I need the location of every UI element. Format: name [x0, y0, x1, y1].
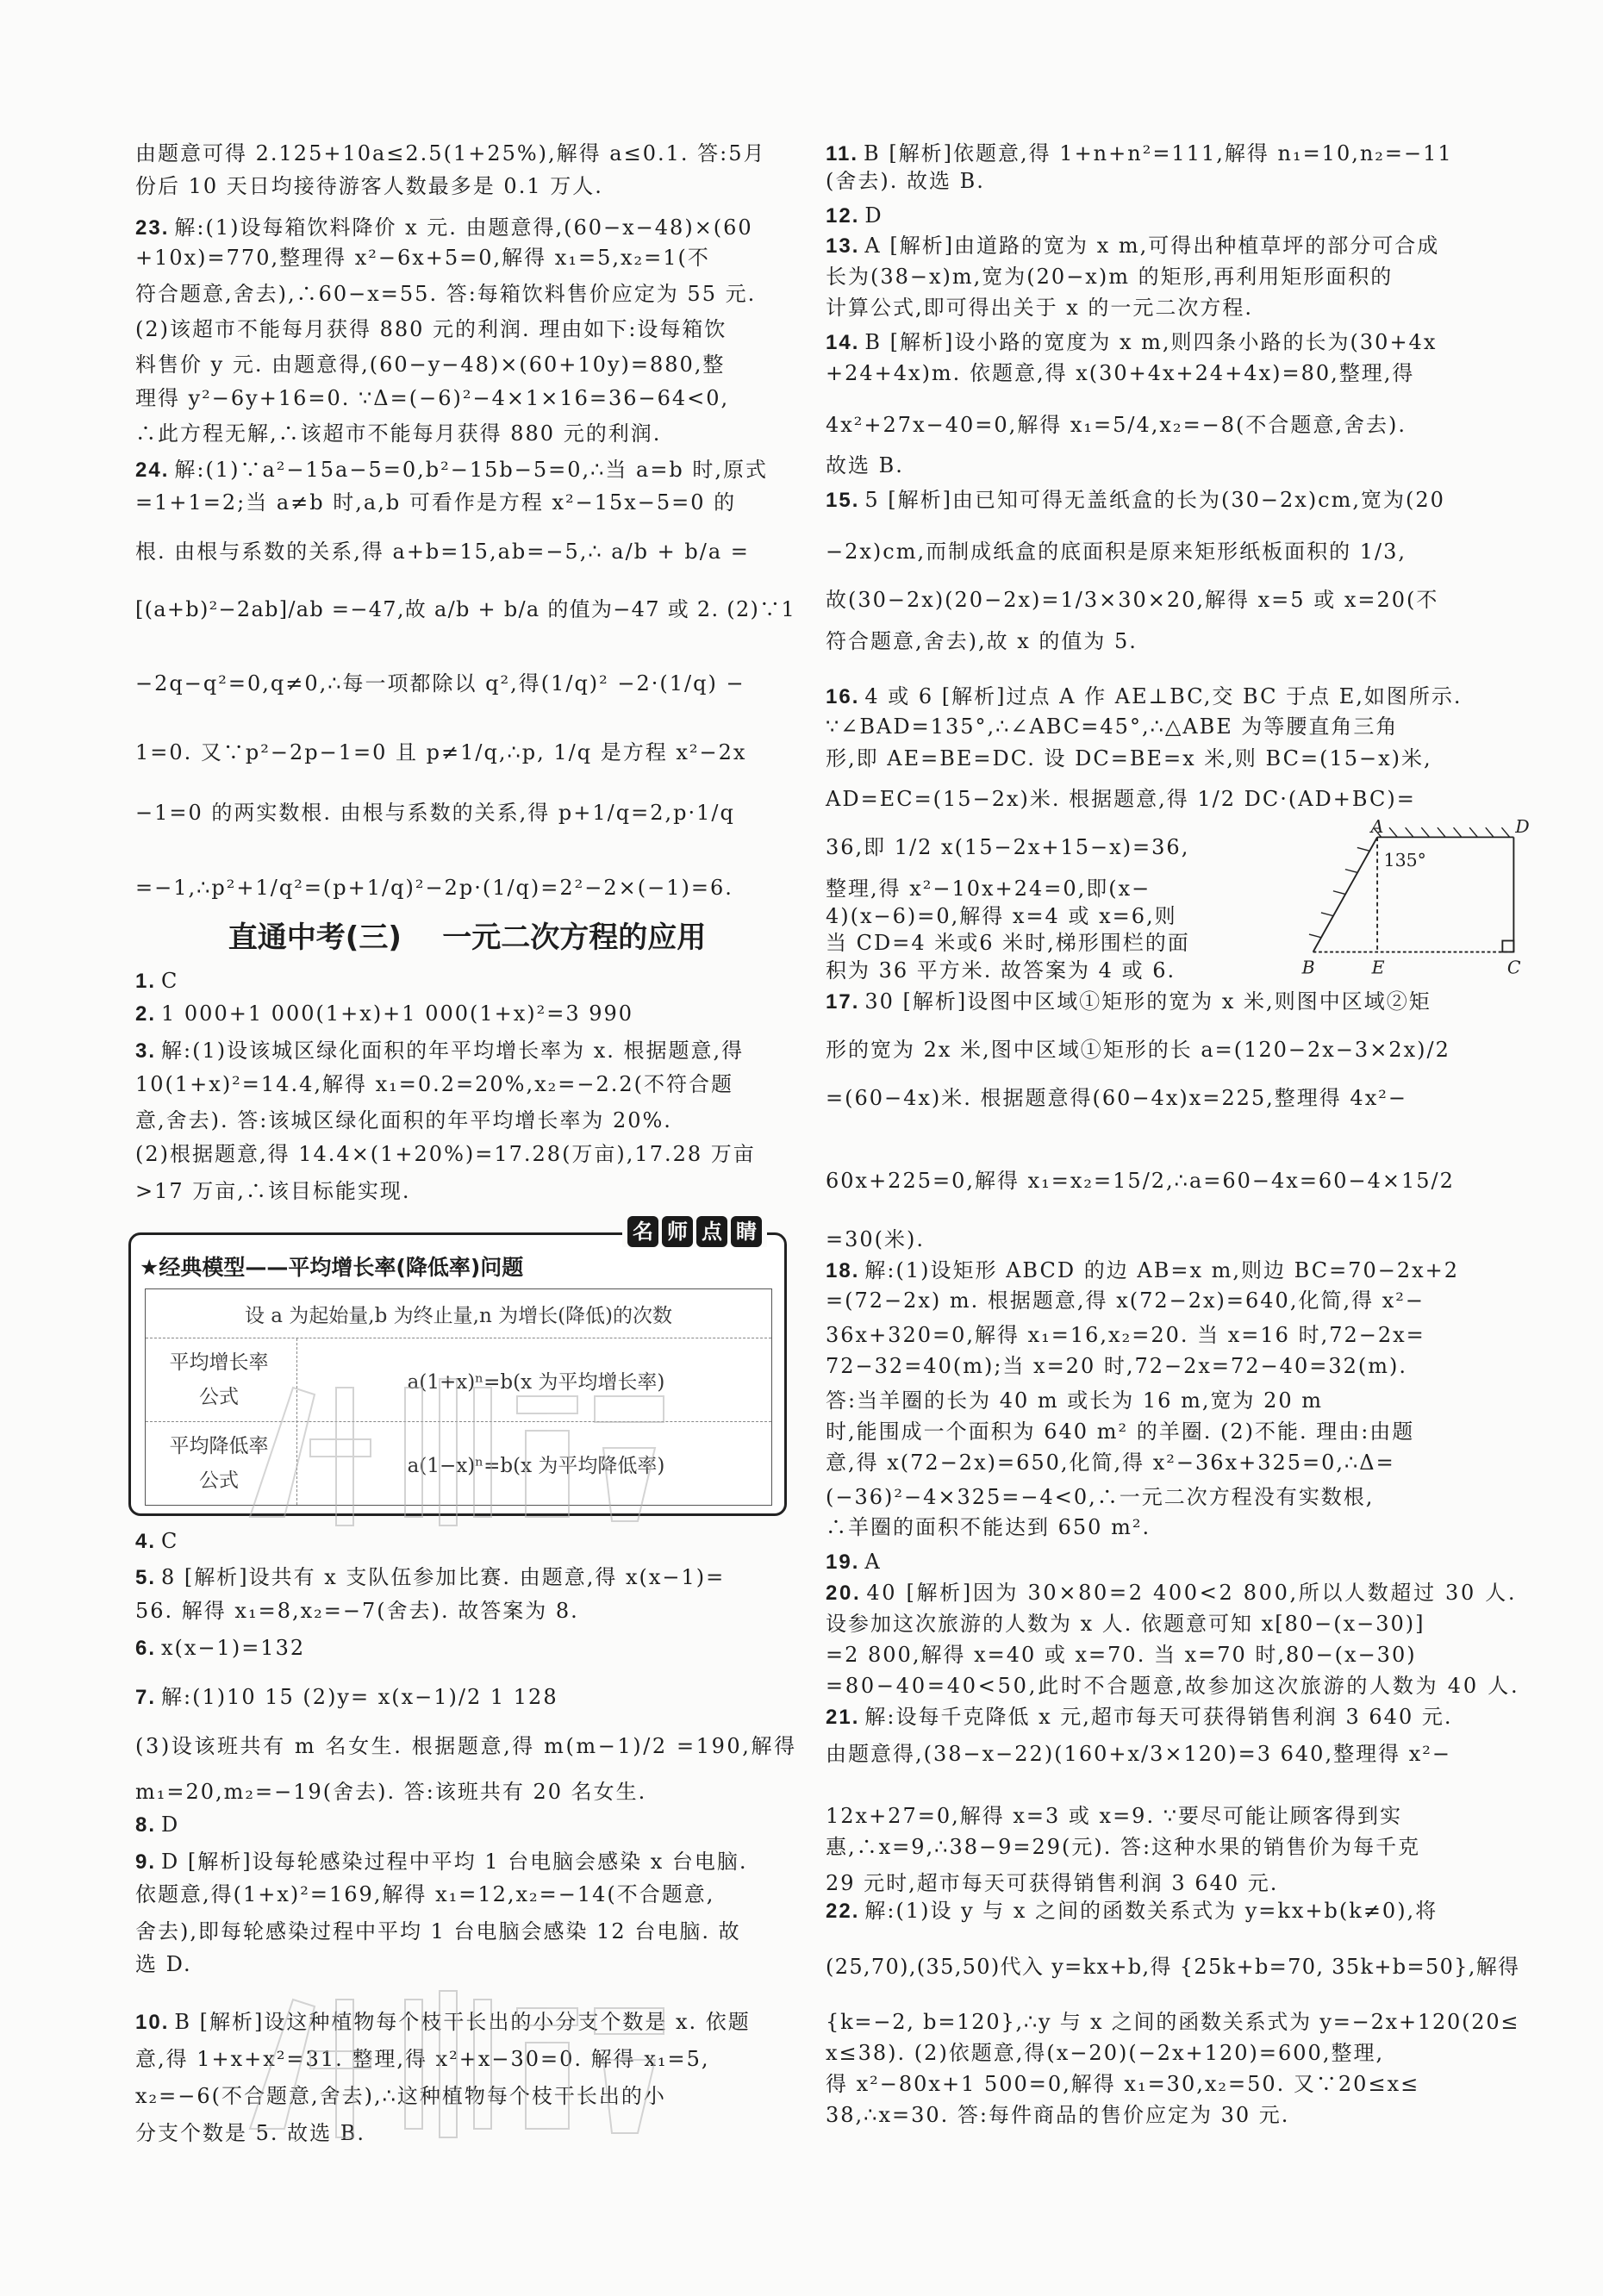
answer-text-line [826, 1514, 1151, 1540]
answer-text-line [135, 875, 733, 901]
answer-item-line [826, 1549, 882, 1575]
answer-text-line [826, 1484, 1374, 1510]
line-text: AD=EC=(15−2x)米. 根据题意,得 1/2 DC·(AD+BC)= [826, 787, 1416, 811]
line-text: 故(30−2x)(20−2x)=1/3×30×20,解得 x=5 或 x=20(不 [826, 588, 1439, 612]
tip-row-intro [146, 1289, 771, 1338]
line-text: [(a+b)²−2ab]/ab =−47,故 a/b + b/a 的值为−47 或 2. (2)∵1 [135, 597, 796, 621]
line-text: 舍去),即每轮感染过程中平均 1 台电脑会感染 12 台电脑. 故 [135, 1919, 741, 1943]
answer-text-line [135, 1141, 756, 1167]
answer-text-line [826, 903, 1177, 929]
answer-text-line [135, 1951, 192, 1977]
line-text: D [解析]设每轮感染过程中平均 1 台电脑会感染 x 台电脑. [161, 1850, 748, 1874]
line-text: 理得 y²−6y+16=0. ∵Δ=(−6)²−4×1×16=36−64<0, [135, 386, 730, 410]
tip-row [146, 1423, 771, 1504]
line-text: 30 [解析]设图中区域①矩形的宽为 x 米,则图中区域②矩 [864, 989, 1431, 1014]
line-text: +24+4x)m. 依题意,得 x(30+4x+24+4x)=80,整理,得 [826, 361, 1415, 385]
answer-text-line [826, 264, 1393, 290]
answer-item-line [135, 1635, 305, 1661]
line-text: 解:(1)设该城区绿化面积的年平均增长率为 x. 根据题意,得 [161, 1039, 745, 1063]
line-text: 依题意,得(1+x)²=169,解得 x₁=12,x₂=−14(不合题意, [135, 1882, 715, 1906]
line-text: 36,即 1/2 x(15−2x+15−x)=36, [826, 835, 1190, 859]
line-text: B [解析]依题意,得 1+n+n²=111,解得 n₁=10,n₂=−11 [864, 141, 1453, 165]
answer-item-line [135, 1684, 558, 1710]
line-text: B [解析]设这种植物每个枝干长出的小分支个数是 x. 依题 [174, 2010, 751, 2034]
answer-text-line [135, 2046, 709, 2072]
answer-text-line [135, 739, 746, 765]
answer-text-line [135, 385, 729, 411]
tip-tag-char: 名 [627, 1216, 658, 1247]
item-number: 20. [826, 1582, 862, 1605]
line-text: −2x)cm,而制成纸盒的底面积是原来矩形纸板面积的 1/3, [826, 540, 1407, 564]
tip-column-divider [296, 1338, 297, 1505]
item-number: 21. [826, 1706, 860, 1729]
answer-text-line [826, 1673, 1519, 1699]
line-text: >17 万亩,∴该目标能实现. [135, 1179, 411, 1203]
answer-text-line [135, 1919, 741, 1944]
tip-intro: 设 a 为起始量,b 为终止量,n 为增长(降低)的次数 [244, 1304, 673, 1327]
line-text: (2)该超市不能每月获得 880 元的利润. 理由如下:设每箱饮 [135, 317, 727, 341]
line-text: 整理,得 x²−10x+24=0,即(x− [826, 877, 1151, 901]
item-number: 6. [135, 1637, 157, 1660]
answer-text-line [135, 352, 725, 377]
answer-text-line [826, 1226, 925, 1252]
line-text: 形的宽为 2x 米,图中区域①矩形的长 a=(120−2x−3×2x)/2 [826, 1038, 1450, 1062]
line-text: (3)设该班共有 m 名女生. 根据题意,得 m(m−1)/2 =190,解得 [135, 1734, 797, 1758]
answer-item-line [135, 1564, 725, 1590]
tip-row-label: 平均增长率公式 [169, 1351, 269, 1408]
answer-text-line [135, 1107, 672, 1133]
item-number: 24. [135, 459, 170, 482]
line-text: 60x+225=0,解得 x₁=x₂=15/2,∴a=60−4x=60−4×15/2 [826, 1169, 1455, 1193]
tip-row-formula: a(1−x)ⁿ=b(x 为平均降低率) [407, 1454, 665, 1477]
line-text: 10(1+x)²=14.4,解得 x₁=0.2=20%,x₂=−2.2(不符合题 [135, 1072, 734, 1096]
line-text: 12x+27=0,解得 x=3 或 x=9. ∵要尽可能让顾客得到实 [826, 1804, 1402, 1828]
line-text: 8 [解析]设共有 x 支队伍参加比赛. 由题意,得 x(x−1)= [161, 1565, 726, 1589]
line-text: {k=−2, b=120},∴y 与 x 之间的函数关系式为 y=−2x+120(20≤ [826, 2010, 1520, 2034]
line-text: 1=0. 又∵p²−2p−1=0 且 p≠1/q,∴p, 1/q 是方程 x²−2x [135, 740, 747, 764]
line-text: 积为 36 平方米. 故答案为 4 或 6. [826, 958, 1176, 983]
line-text: 意,舍去). 答:该城区绿化面积的年平均增长率为 20%. [135, 1108, 672, 1132]
angle-label: 135° [1383, 849, 1426, 870]
answer-text-line [135, 1779, 646, 1805]
answer-text-line [826, 452, 904, 478]
answer-text-line [826, 168, 985, 194]
line-text: ∴羊圈的面积不能达到 650 m². [826, 1515, 1151, 1539]
answer-text-line [826, 2071, 1419, 2097]
tip-title: ★经典模型——平均增长率(降低率)问题 [140, 1255, 524, 1280]
answer-text-line [135, 490, 736, 515]
answer-item-line [826, 683, 1463, 709]
section-heading: 直通中考(三) 一元二次方程的应用 [228, 920, 707, 955]
answer-item-line [826, 1898, 1438, 1924]
point-label-a: A [1370, 819, 1384, 837]
line-text: 解:(1)设矩形 ABCD 的边 AB=x m,则边 BC=70−2x+2 [864, 1258, 1460, 1282]
answer-item-line [135, 1528, 178, 1554]
line-text: =2 800,解得 x=40 或 x=70. 当 x=70 时,80−(x−30) [826, 1643, 1417, 1667]
answer-item-line [135, 968, 178, 994]
answer-item-line [826, 203, 883, 228]
answer-item-line [826, 1257, 1459, 1283]
point-label-d: D [1515, 819, 1530, 837]
line-text: C [161, 1529, 179, 1553]
answer-text-line [826, 1085, 1407, 1111]
answer-item-line [135, 2009, 751, 2035]
item-number: 17. [826, 990, 860, 1014]
answer-text-line [826, 412, 1407, 438]
item-number: 19. [826, 1550, 860, 1574]
line-text: 意,得 x(72−2x)=650,化简,得 x²−36x+325=0,∴Δ= [826, 1451, 1395, 1475]
line-text: x≤38). (2)依题意,得(x−20)(−2x+120)=600,整理, [826, 2041, 1385, 2065]
line-text: 29 元时,超市每天可获得销售利润 3 640 元. [826, 1871, 1279, 1895]
item-number: 8. [135, 1813, 157, 1837]
answer-item-line [826, 233, 1439, 259]
answer-text-line [826, 1642, 1417, 1668]
line-text: 长为(38−x)m,宽为(20−x)m 的矩形,再利用矩形面积的 [826, 265, 1394, 289]
answer-text-line [826, 1834, 1420, 1860]
line-text: =80−40=40<50,此时不合题意,故参加这次旅游的人数为 40 人. [826, 1674, 1520, 1698]
tip-tag-char: 睛 [731, 1216, 762, 1247]
answer-text-line [826, 958, 1176, 983]
line-text: 4 或 6 [解析]过点 A 作 AE⊥BC,交 BC 于点 E,如图所示. [864, 684, 1463, 708]
line-text: x(x−1)=132 [161, 1636, 306, 1660]
line-text: C [161, 969, 179, 993]
answer-item-line [135, 1812, 179, 1837]
answer-text-line [135, 316, 727, 342]
answer-text-line [826, 539, 1407, 565]
answer-text-line [135, 671, 745, 696]
line-text: 72−32=40(m);当 x=20 时,72−2x=72−40=32(m). [826, 1354, 1407, 1378]
line-text: 故选 B. [826, 453, 904, 477]
answer-text-line [135, 421, 661, 446]
line-text: =30(米). [826, 1227, 926, 1251]
answer-text-line [826, 2009, 1519, 2035]
answer-item-line [135, 215, 753, 240]
answer-text-line [826, 587, 1438, 613]
line-text: 分支个数是 5. 故选 B. [135, 2121, 366, 2145]
line-text: 5 [解析]由已知可得无盖纸盒的长为(30−2x)cm,宽为(20 [864, 488, 1445, 512]
answer-text-line [135, 800, 735, 826]
tip-row-formula: a(1+x)ⁿ=b(x 为平均增长率) [407, 1370, 665, 1394]
answer-text-line [135, 1598, 579, 1624]
answer-text-line [826, 1419, 1414, 1444]
line-text: ∴此方程无解,∴该超市不能每月获得 880 元的利润. [135, 421, 662, 446]
line-text: =(60−4x)米. 根据题意得(60−4x)x=225,整理得 4x²− [826, 1086, 1407, 1110]
tip-row-label: 平均降低率公式 [169, 1435, 269, 1492]
teacher-tip-box [128, 1220, 787, 1516]
answer-text-line [135, 1178, 411, 1204]
item-number: 5. [135, 1566, 157, 1589]
item-number: 22. [826, 1900, 860, 1923]
answer-text-line [826, 1353, 1407, 1379]
trapezoid-fence-figure [1297, 819, 1530, 981]
line-text: D [161, 1812, 180, 1837]
line-text: 时,能围成一个面积为 640 m² 的羊圈. (2)不能. 理由:由题 [826, 1419, 1415, 1444]
answer-text-line [826, 628, 1138, 654]
point-label-b: B [1301, 957, 1315, 978]
line-text: −1=0 的两实数根. 由根与系数的关系,得 p+1/q=2,p·1/q [135, 801, 735, 825]
line-text: 根. 由根与系数的关系,得 a+b=15,ab=−5,∴ a/b + b/a = [135, 540, 750, 564]
line-text: 料售价 y 元. 由题意得,(60−y−48)×(60+10y)=880,整 [135, 353, 726, 377]
answer-text-line [135, 245, 710, 271]
line-text: 惠,∴x=9,∴38−9=29(元). 答:这种水果的销售价为每千克 [826, 1835, 1421, 1859]
answer-text-line [826, 2102, 1289, 2128]
answer-text-line [826, 786, 1416, 812]
line-text: x₂=−6(不合题意,舍去),∴这种植物每个枝干长出的小 [135, 2084, 666, 2108]
answer-text-line [826, 1168, 1455, 1194]
tip-row [146, 1338, 771, 1422]
item-number: 15. [826, 489, 860, 512]
answer-item-line [826, 329, 1437, 355]
item-number: 7. [135, 1686, 157, 1709]
line-text: 选 D. [135, 1952, 192, 1976]
line-text: =−1,∴p²+1/q²=(p+1/q)²−2p·(1/q)=2²−2×(−1)=6. [135, 876, 733, 900]
answer-text-line [826, 876, 1151, 902]
line-text: 56. 解得 x₁=8,x₂=−7(舍去). 故答案为 8. [135, 1599, 579, 1623]
answer-text-line [826, 1611, 1425, 1637]
item-number: 14. [826, 331, 860, 354]
item-number: 4. [135, 1530, 157, 1553]
line-text: 答:当羊圈的长为 40 m 或长为 16 m,宽为 20 m [826, 1388, 1324, 1413]
answer-text-line [135, 281, 756, 307]
line-text: (−36)²−4×325=−4<0,∴一元二次方程没有实数根, [826, 1485, 1375, 1509]
line-text: 4x²+27x−40=0,解得 x₁=5/4,x₂=−8(不合题意,舍去). [826, 413, 1407, 437]
item-number: 9. [135, 1850, 157, 1874]
answer-text-line [135, 2120, 365, 2146]
answer-text-line [135, 1071, 733, 1097]
answer-text-line [826, 714, 1398, 739]
line-text: 当 CD=4 米或6 米时,梯形围栏的面 [826, 931, 1190, 955]
item-number: 13. [826, 234, 860, 258]
line-text: D [864, 203, 883, 228]
line-text: 得 x²−80x+1 500=0,解得 x₁=30,x₂=50. 又∵20≤x≤ [826, 2072, 1420, 2096]
line-text: 40 [解析]因为 30×80=2 400<2 800,所以人数超过 30 人. [866, 1581, 1518, 1605]
line-text: =1+1=2;当 a≠b 时,a,b 可看作是方程 x²−15x−5=0 的 [135, 490, 737, 515]
line-text: B [解析]设小路的宽度为 x m,则四条小路的长为(30+4x [864, 330, 1438, 354]
line-text: 4)(x−6)=0,解得 x=4 或 x=6,则 [826, 904, 1177, 928]
tip-tag [622, 1216, 767, 1247]
line-text: +10x)=770,整理得 x²−6x+5=0,解得 x₁=5,x₂=1(不 [135, 246, 710, 270]
point-label-e: E [1371, 957, 1385, 978]
line-text: 解:设每千克降低 x 元,超市每天可获得销售利润 3 640 元. [864, 1705, 1453, 1729]
answer-text-line [135, 2083, 666, 2109]
answer-item-line [826, 1704, 1452, 1730]
answer-item-line [826, 989, 1431, 1014]
line-text: 解:(1)∵a²−15a−5=0,b²−15b−5=0,∴当 a=b 时,原式 [174, 458, 769, 482]
answer-text-line [826, 930, 1190, 956]
line-text: 符合题意,舍去),∴60−x=55. 答:每箱饮料售价应定为 55 元. [135, 282, 757, 306]
line-text: m₁=20,m₂=−19(舍去). 答:该班共有 20 名女生. [135, 1780, 647, 1804]
item-number: 2. [135, 1002, 157, 1026]
answer-text-line [826, 1450, 1395, 1476]
line-text: 计算公式,即可得出关于 x 的一元二次方程. [826, 296, 1254, 320]
item-number: 16. [826, 685, 860, 708]
item-number: 23. [135, 216, 170, 240]
item-number: 10. [135, 2011, 170, 2034]
line-text: 38,∴x=30. 答:每件商品的售价应定为 30 元. [826, 2103, 1290, 2127]
tip-table [145, 1288, 772, 1506]
answer-text-line [826, 746, 1432, 771]
line-text: A [864, 1550, 882, 1574]
line-text: A [解析]由道路的宽为 x m,可得出种植草坪的部分可合成 [864, 234, 1440, 258]
answer-item-line [135, 1038, 744, 1064]
line-text: 解:(1)10 15 (2)y= x(x−1)/2 1 128 [161, 1685, 558, 1709]
answer-text-line [826, 834, 1189, 860]
answer-text-line [135, 140, 765, 166]
item-number: 3. [135, 1039, 157, 1063]
line-text: (舍去). 故选 B. [826, 169, 985, 193]
line-text: −2q−q²=0,q≠0,∴每一项都除以 q²,得(1/q)² −2·(1/q) − [135, 671, 745, 696]
line-text: 36x+320=0,解得 x₁=16,x₂=20. 当 x=16 时,72−2x= [826, 1323, 1425, 1347]
answer-text-line [135, 1733, 797, 1759]
answer-text-line [135, 596, 795, 622]
item-number: 18. [826, 1259, 860, 1282]
answer-text-line [826, 1954, 1519, 1980]
tip-tag-char: 师 [662, 1216, 693, 1247]
item-number: 12. [826, 204, 860, 228]
answer-text-line [826, 2040, 1384, 2066]
line-text: =(72−2x) m. 根据题意,得 x(72−2x)=640,化简,得 x²− [826, 1288, 1425, 1313]
answer-item-line [135, 457, 768, 483]
line-text: (25,70),(35,50)代入 y=kx+b,得 {25k+b=70, 35k+b=50},解得 [826, 1955, 1520, 1979]
line-text: 由题意得,(38−x−22)(160+x/3×120)=3 640,整理得 x²− [826, 1742, 1451, 1766]
answer-text-line [826, 1037, 1450, 1063]
answer-item-line [135, 1001, 633, 1026]
point-label-c: C [1506, 957, 1521, 978]
line-text: 1 000+1 000(1+x)+1 000(1+x)²=3 990 [161, 1001, 634, 1026]
line-text: 份后 10 天日均接待游客人数最多是 0.1 万人. [135, 174, 603, 198]
line-text: ∵∠BAD=135°,∴∠ABC=45°,∴△ABE 为等腰直角三角 [826, 714, 1399, 739]
line-text: 解:(1)设 y 与 x 之间的函数关系式为 y=kx+b(k≠0),将 [864, 1899, 1438, 1923]
answer-text-line [826, 1870, 1278, 1896]
answer-text-line [135, 1881, 714, 1907]
answer-text-line [826, 1322, 1425, 1348]
answer-item-line [135, 1849, 748, 1875]
answer-text-line [826, 1388, 1323, 1413]
answer-item-line [826, 140, 1453, 166]
answer-text-line [826, 1288, 1425, 1313]
line-text: 意,得 1+x+x²=31. 整理,得 x²+x−30=0. 解得 x₁=5, [135, 2047, 710, 2071]
answer-text-line [826, 295, 1253, 321]
answer-text-line [826, 1741, 1451, 1767]
line-text: 形,即 AE=BE=DC. 设 DC=BE=x 米,则 BC=(15−x)米, [826, 746, 1432, 771]
line-text: (2)根据题意,得 14.4×(1+20%)=17.28(万亩),17.28 万亩 [135, 1142, 756, 1166]
line-text: 设参加这次旅游的人数为 x 人. 依题意可知 x[80−(x−30)] [826, 1612, 1425, 1636]
line-text: 由题意可得 2.125+10a≤2.5(1+25%),解得 a≤0.1. 答:5月 [135, 141, 766, 165]
answer-item-line [826, 487, 1445, 513]
answer-text-line [826, 360, 1414, 386]
line-text: 符合题意,舍去),故 x 的值为 5. [826, 629, 1138, 653]
answer-text-line [135, 539, 750, 565]
answer-text-line [135, 173, 603, 199]
tip-tag-char: 点 [696, 1216, 727, 1247]
line-text: 解:(1)设每箱饮料降价 x 元. 由题意得,(60−x−48)×(60 [174, 215, 753, 240]
answer-text-line [826, 1803, 1402, 1829]
item-number: 1. [135, 970, 157, 993]
item-number: 11. [826, 142, 859, 165]
answer-item-line [826, 1580, 1517, 1606]
